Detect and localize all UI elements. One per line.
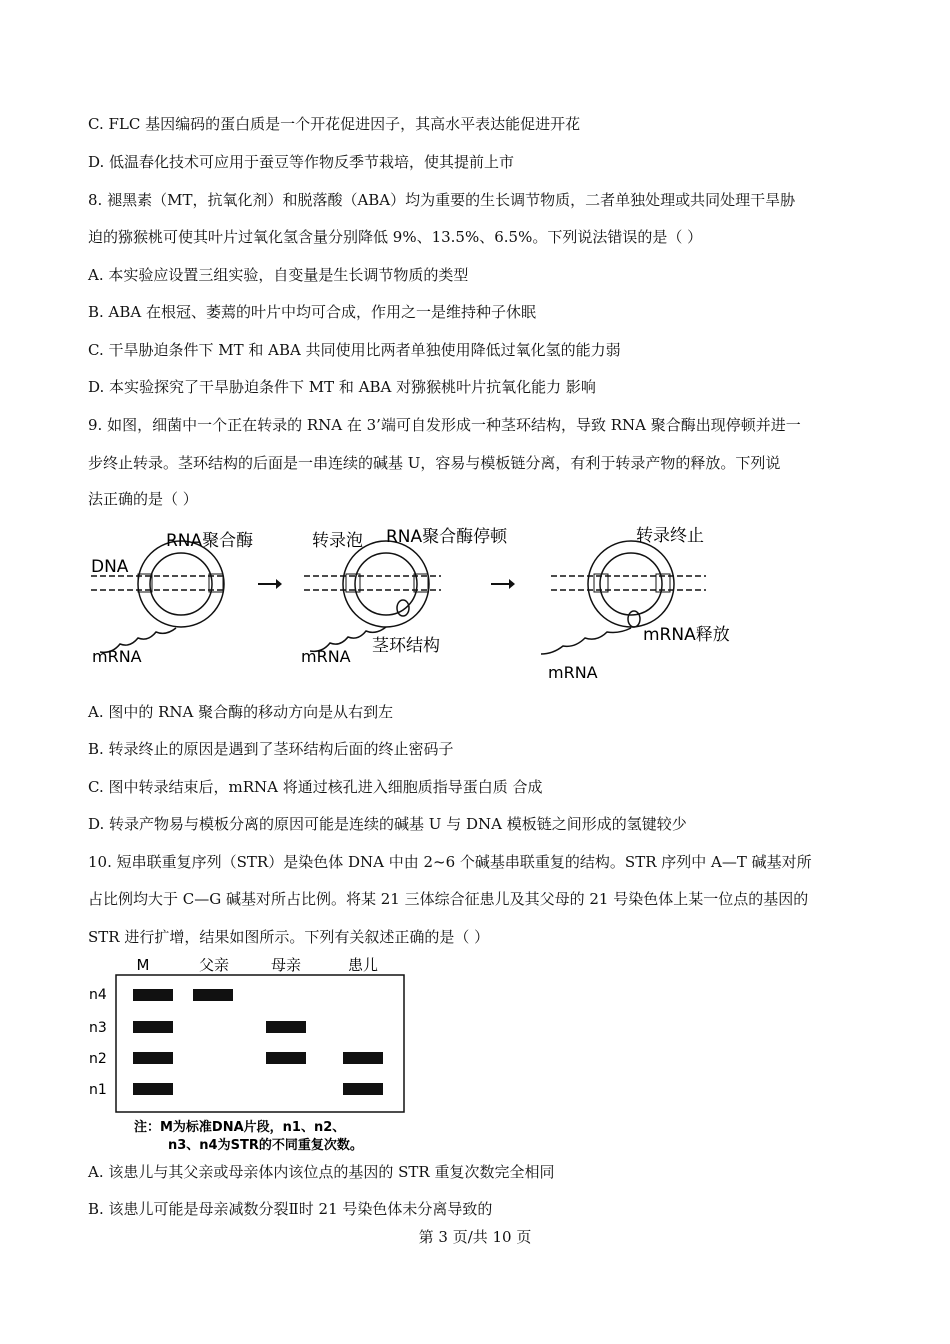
option-a-q8: A. 本实验应设置三组实验，自变量是生长调节物质的类型: [88, 266, 469, 284]
gel-band-n2: [343, 1052, 383, 1064]
figure-note-line2: n3、n4为STR的不同重复次数。: [168, 1138, 363, 1153]
label-polymerase-pause: RNA聚合酶停顿: [386, 527, 508, 547]
gel-band-n4: [133, 989, 173, 1001]
label-rna-polymerase: RNA聚合酶: [166, 531, 254, 551]
str-gel-figure: [86, 953, 426, 1157]
row-label-n1: n1: [89, 1082, 107, 1098]
gel-band-n3: [266, 1021, 306, 1033]
question-10-line1: 10. 短串联重复序列（STR）是染色体 DNA 中由 2~6 个碱基串联重复的结构。STR 序列中 A—T 碱基对所: [88, 853, 812, 871]
page-footer: 第 3 页/共 10 页: [418, 1228, 532, 1246]
option-d-q8: D. 本实验探究了干旱胁迫条件下 MT 和 ABA 对猕猴桃叶片抗氧化能力 影响: [88, 378, 596, 396]
row-label-n4: n4: [89, 987, 107, 1003]
option-d-q9: D. 转录产物易与模板分离的原因可能是连续的碱基 U 与 DNA 模板链之间形成的氢键较少: [88, 815, 687, 833]
question-8-line1: 8. 褪黑素（MT，抗氧化剂）和脱落酸（ABA）均为重要的生长调节物质，二者单独处理或共同处理干旱胁: [88, 191, 796, 209]
label-transcription-bubble: 转录泡: [312, 531, 363, 551]
label-termination: 转录终止: [636, 526, 704, 546]
option-b-q9: B. 转录终止的原因是遇到了茎环结构后面的终止密码子: [88, 740, 454, 758]
row-label-n3: n3: [89, 1020, 107, 1036]
gel-band-n3: [133, 1021, 173, 1033]
option-c-q8: C. 干旱胁迫条件下 MT 和 ABA 共同使用比两者单独使用降低过氧化氢的能力弱: [88, 341, 621, 359]
gel-band-n4: [193, 989, 233, 1001]
column-label-patient: 患儿: [347, 956, 379, 974]
row-label-n2: n2: [89, 1051, 107, 1067]
label-mrna-2: mRNA: [301, 647, 351, 666]
question-10-line3: STR 进行扩增，结果如图所示。下列有关叙述正确的是（ ）: [88, 928, 490, 946]
question-8-line2: 迫的猕猴桃可使其叶片过氧化氢含量分别降低 9%、13.5%、6.5%。下列说法错误的是（ ）: [88, 228, 703, 246]
option-a-q10: A. 该患儿与其父亲或母亲体内该位点的基因的 STR 重复次数完全相同: [88, 1163, 555, 1181]
option-b-q8: B. ABA 在根冠、萎蔫的叶片中均可合成，作用之一是维持种子休眠: [88, 303, 537, 321]
option-b-q10: B. 该患儿可能是母亲减数分裂Ⅱ时 21 号染色体未分离导致的: [88, 1200, 493, 1218]
question-9-line2: 步终止转录。茎环结构的后面是一串连续的碱基 U，容易与模板链分离，有利于转录产物的释放。下列说: [88, 454, 781, 472]
figure-note-line1: 注：M为标准DNA片段，n1、n2、: [134, 1120, 346, 1135]
gel-band-n2: [266, 1052, 306, 1064]
label-mrna-3: mRNA: [548, 663, 598, 682]
column-label-m: M: [136, 956, 150, 974]
question-9-line3: 法正确的是（ ）: [88, 490, 198, 508]
option-d-q7: D. 低温春化技术可应用于蚕豆等作物反季节栽培，使其提前上市: [88, 153, 515, 171]
question-9-line1: 9. 如图，细菌中一个正在转录的 RNA 在 3’端可自发形成一种茎环结构，导致 RNA 聚合酶出现停顿并进一: [88, 416, 801, 434]
label-mrna-release: mRNA释放: [643, 625, 730, 645]
option-a-q9: A. 图中的 RNA 聚合酶的移动方向是从右到左: [88, 703, 394, 721]
gel-band-n1: [133, 1083, 173, 1095]
label-dna: DNA: [91, 557, 129, 577]
transcription-termination-diagram: [86, 520, 806, 690]
label-mrna-1: mRNA: [92, 647, 142, 666]
column-label-mother: 母亲: [270, 956, 302, 974]
gel-band-n2: [133, 1052, 173, 1064]
column-label-father: 父亲: [198, 956, 230, 974]
label-stem-loop: 茎环结构: [372, 636, 440, 656]
question-10-line2: 占比例均大于 C—G 碱基对所占比例。将某 21 三体综合征患儿及其父母的 21 号染色体上某一位点的基因的: [88, 890, 809, 908]
option-c-q9: C. 图中转录结束后，mRNA 将通过核孔进入细胞质指导蛋白质 合成: [88, 778, 543, 796]
option-c-q7: C. FLC 基因编码的蛋白质是一个开花促进因子，其高水平表达能促进开花: [88, 115, 581, 133]
gel-band-n1: [343, 1083, 383, 1095]
